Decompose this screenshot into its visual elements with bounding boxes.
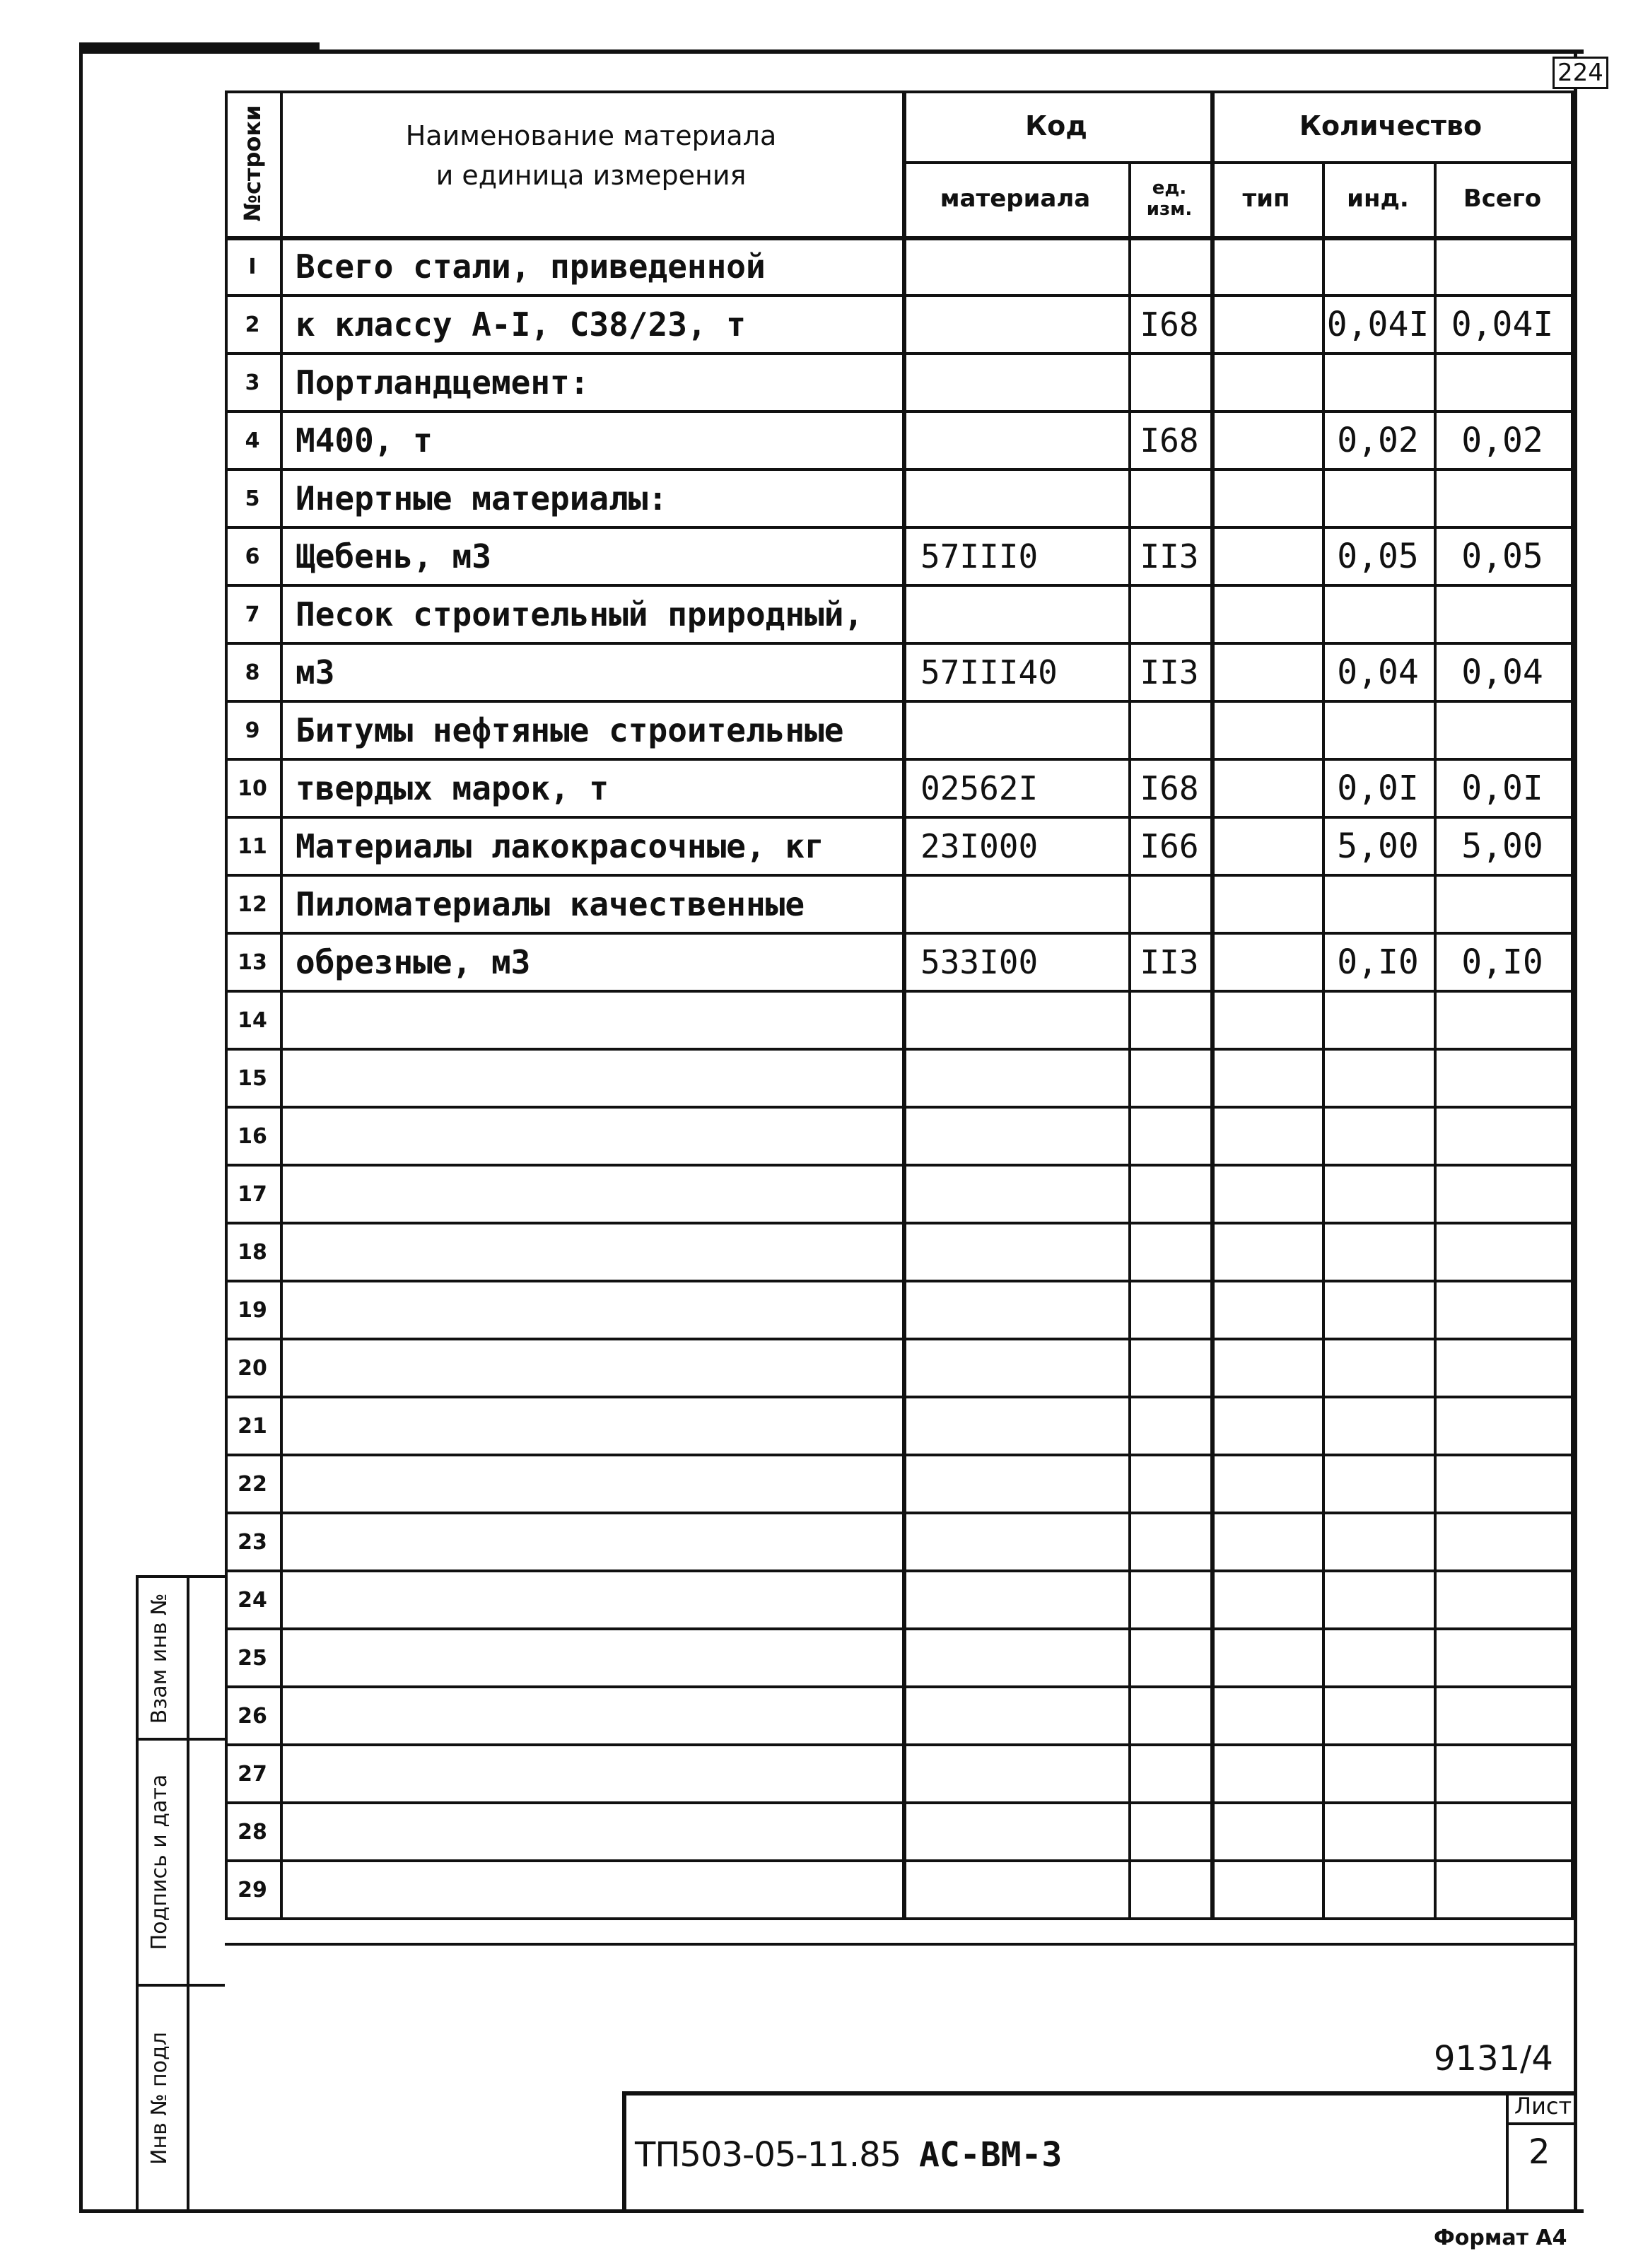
material-name: Инертные материалы: xyxy=(296,479,668,518)
quantity-type xyxy=(1210,1224,1322,1280)
material-name xyxy=(280,1572,902,1627)
sheet-label: Лист xyxy=(1514,2093,1572,2120)
material-name xyxy=(280,1282,902,1338)
material-name xyxy=(280,1514,902,1570)
quantity-type xyxy=(1210,877,1322,932)
header-quantity-ind: инд. xyxy=(1347,185,1409,213)
unit-code xyxy=(1128,239,1210,294)
quantity-total xyxy=(1434,1224,1571,1280)
quantity-type xyxy=(1210,819,1322,874)
row-number: 18 xyxy=(238,1239,267,1265)
row-number: 5 xyxy=(245,486,260,511)
unit-code: II3 xyxy=(1140,537,1199,575)
unit-code xyxy=(1128,587,1210,642)
row-number: 2 xyxy=(245,312,260,337)
material-code xyxy=(902,1746,1128,1801)
material-code xyxy=(902,413,1128,468)
header-quantity-type: тип xyxy=(1242,185,1290,213)
row-number: 28 xyxy=(238,1819,267,1845)
quantity-ind xyxy=(1322,993,1434,1048)
side-stamp-strip xyxy=(136,1575,225,2213)
quantity-type xyxy=(1210,1398,1322,1454)
sheet-number: 2 xyxy=(1528,2132,1550,2172)
quantity-type xyxy=(1210,1746,1322,1801)
material-name xyxy=(280,1746,902,1801)
row-number: 29 xyxy=(238,1877,267,1902)
unit-code xyxy=(1128,1862,1210,1917)
quantity-total xyxy=(1434,1340,1571,1396)
material-name xyxy=(280,1862,902,1917)
unit-code xyxy=(1128,1340,1210,1396)
quantity-type xyxy=(1210,703,1322,758)
row-number: 11 xyxy=(238,834,267,859)
row-number: 10 xyxy=(238,776,267,801)
material-code xyxy=(902,1630,1128,1685)
row-number: 7 xyxy=(245,602,260,627)
quantity-total xyxy=(1434,1051,1571,1106)
frame-top-strip xyxy=(79,42,320,49)
quantity-type xyxy=(1210,1688,1322,1743)
quantity-total xyxy=(1434,239,1571,294)
material-code: 02562I xyxy=(920,769,1039,807)
unit-code xyxy=(1128,471,1210,526)
material-name xyxy=(280,1804,902,1859)
quantity-total xyxy=(1434,1167,1571,1222)
quantity-total xyxy=(1434,993,1571,1048)
material-code xyxy=(902,877,1128,932)
material-name xyxy=(280,1398,902,1454)
material-code xyxy=(902,1051,1128,1106)
quantity-ind xyxy=(1322,1224,1434,1280)
material-code xyxy=(902,1109,1128,1164)
quantity-type xyxy=(1210,413,1322,468)
unit-code xyxy=(1128,993,1210,1048)
quantity-total xyxy=(1434,1862,1571,1917)
row-number: 26 xyxy=(238,1703,267,1729)
row-number: 17 xyxy=(238,1181,267,1207)
quantity-ind xyxy=(1322,1282,1434,1338)
quantity-type xyxy=(1210,1456,1322,1512)
row-number: 14 xyxy=(238,1007,267,1033)
material-name: Пиломатериалы качественные xyxy=(296,885,805,923)
material-name: Всего стали, приведенной xyxy=(296,247,766,286)
quantity-ind: 0,02 xyxy=(1337,421,1419,460)
format-label: Формат А4 xyxy=(1434,2226,1567,2250)
side-label-signature-date: Подпись и дата xyxy=(147,1774,172,1951)
material-name: твердых марок, т xyxy=(296,769,609,807)
unit-code: II3 xyxy=(1140,943,1199,981)
header-row-number: №строки xyxy=(239,105,266,222)
material-code xyxy=(902,703,1128,758)
material-code xyxy=(902,1224,1128,1280)
row-number: 20 xyxy=(238,1355,267,1381)
material-name xyxy=(280,1456,902,1512)
unit-code xyxy=(1128,355,1210,410)
quantity-total xyxy=(1434,703,1571,758)
quantity-total xyxy=(1434,1572,1571,1627)
material-code xyxy=(902,355,1128,410)
quantity-type xyxy=(1210,993,1322,1048)
material-code: 57III0 xyxy=(920,537,1039,575)
row-number: 21 xyxy=(238,1413,267,1439)
side-label-original-inv: Инв № подл xyxy=(147,2032,172,2165)
quantity-type xyxy=(1210,1167,1322,1222)
material-code: 57III40 xyxy=(920,653,1058,691)
quantity-type xyxy=(1210,587,1322,642)
header-code-material: материала xyxy=(940,185,1091,213)
header-code-unit: ед. изм. xyxy=(1146,177,1193,220)
row-number: 23 xyxy=(238,1529,267,1555)
quantity-type xyxy=(1210,1282,1322,1338)
quantity-total xyxy=(1434,471,1571,526)
row-line xyxy=(225,1917,1571,1920)
material-code xyxy=(902,1398,1128,1454)
quantity-total: 0,04I xyxy=(1451,305,1554,344)
project-code: ТП503-05-11.85 xyxy=(635,2135,901,2175)
quantity-type xyxy=(1210,761,1322,816)
row-number: 6 xyxy=(245,544,260,569)
quantity-type xyxy=(1210,1340,1322,1396)
material-name xyxy=(280,1630,902,1685)
quantity-type xyxy=(1210,1804,1322,1859)
drawing-frame-right-border xyxy=(1574,49,1577,2213)
unit-code xyxy=(1128,1688,1210,1743)
unit-code xyxy=(1128,1630,1210,1685)
quantity-ind xyxy=(1322,355,1434,410)
material-name xyxy=(280,1167,902,1222)
material-code xyxy=(902,1862,1128,1917)
quantity-type xyxy=(1210,1514,1322,1570)
quantity-ind xyxy=(1322,1109,1434,1164)
material-code xyxy=(902,587,1128,642)
quantity-total: 0,0I xyxy=(1461,768,1543,808)
unit-code: I68 xyxy=(1140,305,1199,344)
sheet-number-top: 224 xyxy=(1553,57,1608,89)
quantity-ind xyxy=(1322,587,1434,642)
material-code xyxy=(902,1340,1128,1396)
quantity-ind xyxy=(1322,1514,1434,1570)
unit-code xyxy=(1128,1804,1210,1859)
material-name: Песок строительный природный, xyxy=(296,595,864,633)
quantity-ind xyxy=(1322,1688,1434,1743)
quantity-total: 0,02 xyxy=(1461,421,1543,460)
material-name: Портландцемент: xyxy=(296,363,590,402)
row-number: 9 xyxy=(245,718,260,743)
unit-code xyxy=(1128,1514,1210,1570)
quantity-type xyxy=(1210,355,1322,410)
quantity-total: 0,05 xyxy=(1461,537,1543,576)
quantity-ind xyxy=(1322,1051,1434,1106)
material-code xyxy=(902,297,1128,352)
quantity-ind xyxy=(1322,471,1434,526)
quantity-total: 5,00 xyxy=(1461,826,1543,866)
quantity-type xyxy=(1210,1572,1322,1627)
quantity-ind: 0,05 xyxy=(1337,537,1419,576)
row-number: 4 xyxy=(245,428,260,453)
quantity-ind xyxy=(1322,1340,1434,1396)
quantity-total xyxy=(1434,1109,1571,1164)
quantity-ind: 5,00 xyxy=(1337,826,1419,866)
quantity-total: 0,04 xyxy=(1461,653,1543,692)
material-code xyxy=(902,1456,1128,1512)
column-line xyxy=(1571,90,1574,1920)
unit-code xyxy=(1128,703,1210,758)
drawing-code: АС-ВМ-3 xyxy=(919,2135,1063,2175)
material-code xyxy=(902,1514,1128,1570)
material-name xyxy=(280,1109,902,1164)
quantity-ind xyxy=(1322,1804,1434,1859)
row-number: 8 xyxy=(245,660,260,685)
header-code-group: Код xyxy=(1025,110,1087,141)
material-name xyxy=(280,1340,902,1396)
quantity-type xyxy=(1210,297,1322,352)
quantity-total xyxy=(1434,877,1571,932)
quantity-ind xyxy=(1322,703,1434,758)
quantity-total xyxy=(1434,587,1571,642)
material-name xyxy=(280,993,902,1048)
material-code xyxy=(902,1282,1128,1338)
material-code xyxy=(902,1688,1128,1743)
quantity-ind: 0,04 xyxy=(1337,653,1419,692)
unit-code: I66 xyxy=(1140,827,1199,865)
quantity-total xyxy=(1434,1282,1571,1338)
quantity-ind: 0,04I xyxy=(1326,305,1429,344)
quantity-type xyxy=(1210,1630,1322,1685)
material-name: Материалы лакокрасочные, кг xyxy=(296,827,824,865)
quantity-type xyxy=(1210,645,1322,700)
quantity-ind: 0,0I xyxy=(1337,768,1419,808)
unit-code xyxy=(1128,1051,1210,1106)
unit-code xyxy=(1128,1398,1210,1454)
material-name xyxy=(280,1224,902,1280)
quantity-type xyxy=(1210,1109,1322,1164)
quantity-type xyxy=(1210,239,1322,294)
header-quantity-group: Количество xyxy=(1299,110,1483,141)
material-code xyxy=(902,993,1128,1048)
row-number: 22 xyxy=(238,1471,267,1497)
quantity-total xyxy=(1434,1746,1571,1801)
quantity-ind xyxy=(1322,1630,1434,1685)
row-number: 15 xyxy=(238,1065,267,1091)
material-code xyxy=(902,471,1128,526)
quantity-type xyxy=(1210,1051,1322,1106)
quantity-type xyxy=(1210,529,1322,584)
row-number: 3 xyxy=(245,370,260,395)
unit-code xyxy=(1128,1167,1210,1222)
quantity-total xyxy=(1434,1456,1571,1512)
quantity-ind xyxy=(1322,1862,1434,1917)
material-name: м3 xyxy=(296,653,335,691)
quantity-type xyxy=(1210,471,1322,526)
material-name: Битумы нефтяные строительные xyxy=(296,711,844,749)
quantity-type xyxy=(1210,1862,1322,1917)
row-number: 16 xyxy=(238,1123,267,1149)
row-number: 12 xyxy=(238,892,267,917)
quantity-ind xyxy=(1322,1398,1434,1454)
unit-code xyxy=(1128,1746,1210,1801)
unit-code xyxy=(1128,1109,1210,1164)
header-name: Наименование материала xyxy=(405,120,777,151)
document-number: 9131/4 xyxy=(1434,2039,1553,2079)
material-code: 23I000 xyxy=(920,827,1039,865)
quantity-ind xyxy=(1322,1167,1434,1222)
material-name: М400, т xyxy=(296,421,433,460)
material-name xyxy=(280,1688,902,1743)
side-label-replaced-inv: Взам инв № xyxy=(147,1593,172,1724)
row-number: 13 xyxy=(238,949,267,975)
quantity-total xyxy=(1434,1514,1571,1570)
quantity-type xyxy=(1210,935,1322,990)
unit-code xyxy=(1128,1572,1210,1627)
quantity-ind xyxy=(1322,1456,1434,1512)
material-name xyxy=(280,1051,902,1106)
material-name: Щебень, м3 xyxy=(296,537,491,575)
quantity-ind xyxy=(1322,1746,1434,1801)
unit-code: I68 xyxy=(1140,421,1199,460)
material-code xyxy=(902,1572,1128,1627)
unit-code xyxy=(1128,1224,1210,1280)
unit-code: II3 xyxy=(1140,653,1199,691)
row-number: 24 xyxy=(238,1587,267,1613)
material-code xyxy=(902,1804,1128,1859)
material-code: 533I00 xyxy=(920,943,1039,981)
unit-code xyxy=(1128,1282,1210,1338)
unit-code xyxy=(1128,877,1210,932)
material-code xyxy=(902,1167,1128,1222)
quantity-total xyxy=(1434,1804,1571,1859)
quantity-ind xyxy=(1322,239,1434,294)
header-quantity-total: Всего xyxy=(1463,185,1542,213)
material-name: обрезные, м3 xyxy=(296,943,531,981)
quantity-total: 0,I0 xyxy=(1461,942,1543,982)
quantity-total xyxy=(1434,1688,1571,1743)
row-number: 19 xyxy=(238,1297,267,1323)
quantity-ind xyxy=(1322,877,1434,932)
quantity-total xyxy=(1434,1398,1571,1454)
material-name: к классу А-I, С38/23, т xyxy=(296,305,746,344)
material-code xyxy=(902,239,1128,294)
bottom-area-top-border xyxy=(225,1943,1574,1946)
header-name-line2: и единица измерения xyxy=(435,160,747,191)
quantity-total xyxy=(1434,1630,1571,1685)
unit-code: I68 xyxy=(1140,769,1199,807)
quantity-total xyxy=(1434,355,1571,410)
quantity-ind: 0,I0 xyxy=(1337,942,1419,982)
row-number: I xyxy=(248,254,257,279)
title-block xyxy=(622,2091,1577,2213)
row-number: 27 xyxy=(238,1761,267,1787)
unit-code xyxy=(1128,1456,1210,1512)
quantity-ind xyxy=(1322,1572,1434,1627)
row-number: 25 xyxy=(238,1645,267,1671)
